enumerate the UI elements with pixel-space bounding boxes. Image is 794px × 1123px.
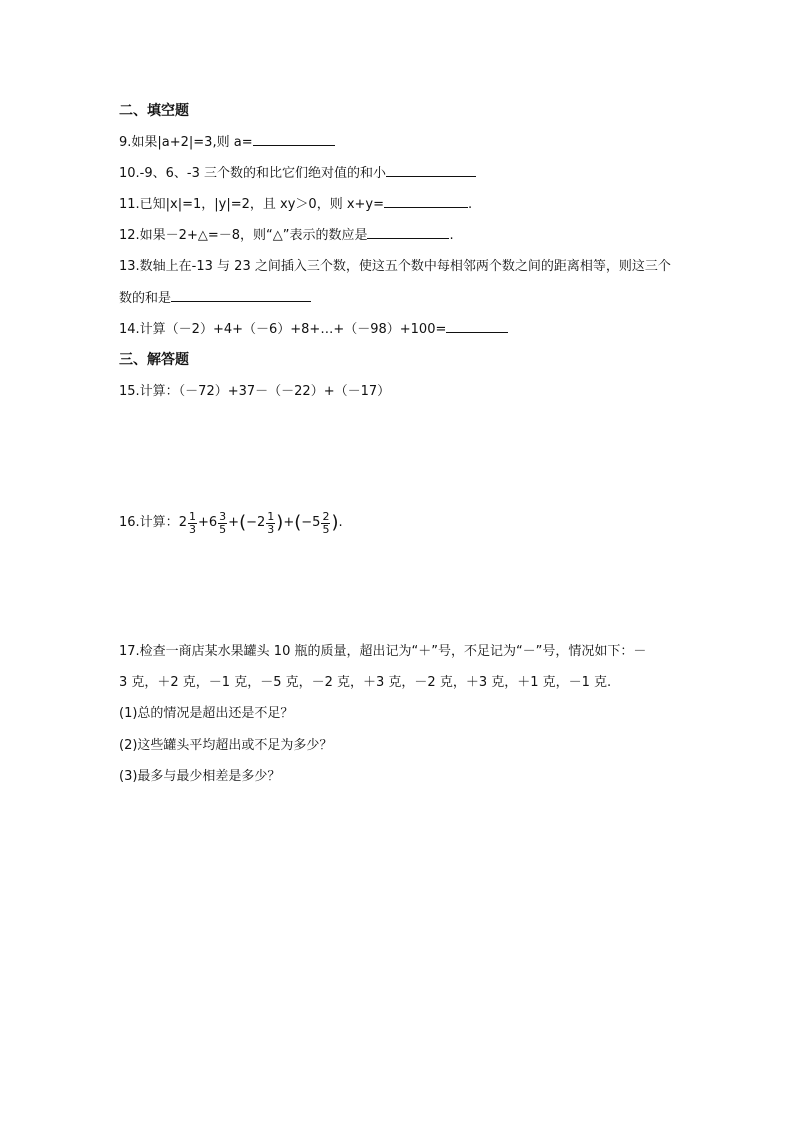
fraction (188, 511, 197, 536)
fraction-numerator: 1 (188, 509, 196, 523)
fraction (266, 511, 275, 536)
answer-blank[interactable] (171, 289, 311, 302)
sub-question-text: (3)最多与最少相差是多少？ (119, 769, 281, 784)
plus-sign: + (197, 515, 209, 530)
question-13-line-2 (119, 289, 311, 308)
question-17-sub-3 (119, 768, 280, 786)
fraction (218, 511, 227, 536)
section-heading-solve (119, 351, 189, 369)
answer-blank[interactable] (384, 195, 468, 208)
fraction (321, 511, 330, 536)
question-16 (119, 508, 343, 538)
fraction-denominator: 3 (188, 522, 196, 536)
section-heading-text: 三、解答题 (119, 352, 189, 368)
fraction-numerator: 1 (267, 509, 275, 523)
question-text: 15.计算：（－72）+37－（－22）+（－17） (119, 384, 391, 399)
plus-sign: + (283, 515, 295, 530)
minus-sign: − (246, 515, 257, 530)
question-10 (119, 164, 476, 183)
section-heading-text: 二、填空题 (119, 103, 189, 119)
math-expression (119, 508, 343, 538)
question-text: 17.检查一商店某水果罐头 10 瓶的质量，超出记为“＋”号，不足记为“－”号，情况如下：－ (119, 644, 647, 659)
question-17-line-2 (119, 674, 611, 692)
question-prefix: 16.计算： (119, 515, 179, 530)
mixed-number-whole: 6 (208, 515, 218, 530)
fraction-numerator: 2 (322, 509, 330, 523)
answer-blank[interactable] (386, 164, 476, 177)
answer-blank[interactable] (253, 133, 335, 146)
question-11 (119, 195, 472, 214)
question-15 (119, 383, 390, 401)
minus-sign: − (301, 515, 313, 530)
period: . (338, 515, 343, 530)
open-paren: ( (239, 512, 247, 533)
question-text: 9.如果|a+2|=3,则 a= (119, 135, 253, 150)
question-text: 14.计算（－2）+4+（－6）+8+…+（－98）+100= (119, 322, 447, 337)
mixed-number-whole: 2 (257, 515, 266, 530)
fraction-denominator: 5 (219, 522, 227, 536)
question-text: 13.数轴上在-13 与 23 之间插入三个数，使这五个数中每相邻两个数之间的距离相等，则这三个 (119, 259, 671, 274)
question-17-line-1 (119, 643, 646, 661)
question-suffix: . (468, 197, 473, 212)
sub-question-text: (1)总的情况是超出还是不足？ (119, 706, 294, 721)
mixed-number-whole: 2 (178, 515, 187, 530)
close-paren: ) (331, 512, 339, 533)
mixed-number-whole: 5 (312, 515, 321, 530)
sub-question-text: (2)这些罐头平均超出或不足为多少？ (119, 738, 333, 753)
close-paren: ) (276, 512, 284, 533)
open-paren: ( (294, 512, 302, 533)
question-suffix: . (449, 228, 454, 243)
question-17-sub-1 (119, 705, 293, 723)
question-12 (119, 226, 454, 245)
question-9 (119, 133, 335, 152)
plus-sign: + (228, 515, 240, 530)
answer-blank[interactable] (367, 226, 449, 239)
section-heading-fill-blank (119, 102, 189, 120)
fraction-denominator: 3 (267, 522, 275, 536)
answer-blank[interactable] (446, 320, 508, 333)
fraction-numerator: 3 (219, 509, 227, 523)
question-text: 11.已知|x|=1，|y|=2，且 xy＞0，则 x+y= (119, 197, 385, 212)
question-17-sub-2 (119, 737, 332, 755)
question-text: 10.-9、6、-3 三个数的和比它们绝对值的和小 (119, 166, 387, 181)
question-text: 3 克，＋2 克，－1 克，－5 克，－2 克，＋3 克，－2 克，＋3 克，＋1 克，－1 克. (119, 675, 612, 690)
question-text: 12.如果－2+△=－8，则“△”表示的数应是 (119, 228, 368, 243)
question-14 (119, 320, 508, 339)
fraction-denominator: 5 (322, 522, 330, 536)
question-text: 数的和是 (119, 291, 172, 306)
question-13-line-1 (119, 258, 671, 276)
